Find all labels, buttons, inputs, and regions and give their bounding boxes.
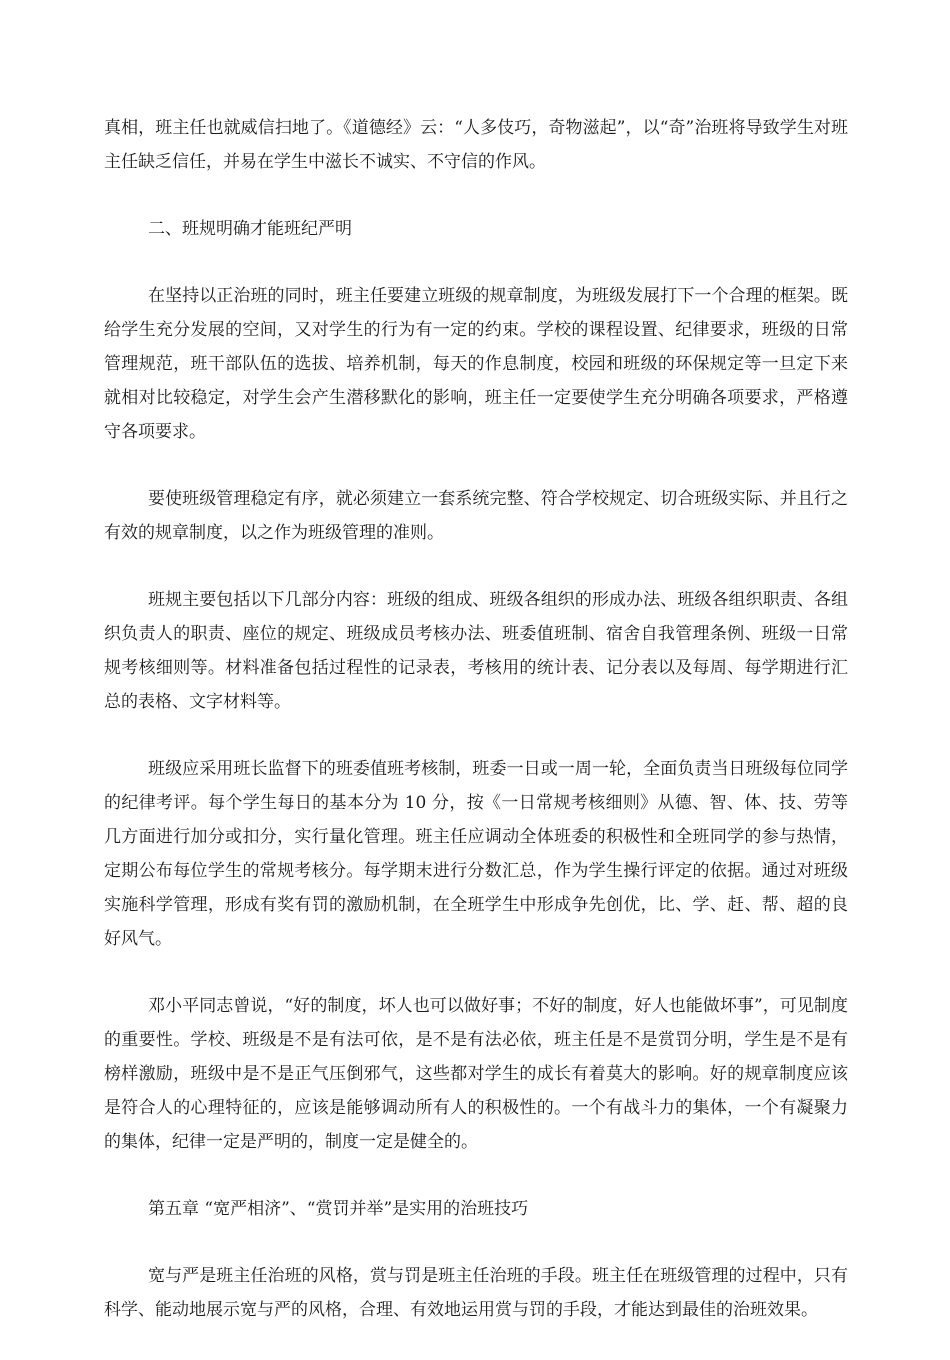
paragraph-continued: 真相，班主任也就威信扫地了。《道德经》云：“人多伎巧，奇物滋起”，以“奇”治班将导致学生对班主任缺乏信任，并易在学生中滋长不诚实、不守信的作风。	[104, 118, 848, 172]
paragraph: 宽与严是班主任治班的风格，赏与罚是班主任治班的手段。班主任在班级管理的过程中，只有科学、能动地展示宽与严的风格，合理、有效地运用赏与罚的手段，才能达到最佳的治班效果。	[104, 1266, 848, 1320]
document-page	[104, 111, 848, 1360]
section-heading: 二、班规明确才能班纪严明	[148, 219, 352, 239]
paragraph: 要使班级管理稳定有序，就必须建立一套系统完整、符合学校规定、切合班级实际、并且行之有效的规章制度，以之作为班级管理的准则。	[104, 489, 848, 543]
paragraph: 班规主要包括以下几部分内容：班级的组成、班级各组织的形成办法、班级各组织职责、各组织负责人的职责、座位的规定、班级成员考核办法、班委值班制、宿舍自我管理条例、班级一日常规考核细则等。材料准备包括过程性的记录表，考核用的统计表、记分表以及每周、每学期进行汇总的表格、文字材料等。	[104, 590, 848, 712]
paragraph: 在坚持以正治班的同时，班主任要建立班级的规章制度，为班级发展打下一个合理的框架。既给学生充分发展的空间，又对学生的行为有一定的约束。学校的课程设置、纪律要求，班级的日常管理规范，班干部队伍的选拔、培养机制，每天的作息制度，校园和班级的环保规定等一旦定下来就相对比较稳定，对学生会产生潜移默化的影响，班主任一定要使学生充分明确各项要求，严格遵守各项要求。	[104, 286, 848, 442]
paragraph: 班级应采用班长监督下的班委值班考核制，班委一日或一周一轮，全面负责当日班级每位同学的纪律考评。每个学生每日的基本分为 10 分，按《一日常规考核细则》从德、智、体、技、劳等几方面进行加分或扣分，实行量化管理。班主任应调动全体班委的积极性和全班同学的参与热情，定期公布每位学生的常规考核分。每学期末进行分数汇总，作为学生操行评定的依据。通过对班级实施科学管理，形成有奖有罚的激励机制，在全班学生中形成争先创优，比、学、赶、帮、超的良好风气。	[104, 759, 848, 949]
chapter-heading: 第五章 “宽严相济”、“赏罚并举”是实用的治班技巧	[148, 1199, 529, 1219]
paragraph: 邓小平同志曾说，“好的制度，坏人也可以做好事；不好的制度，好人也能做坏事”，可见制度的重要性。学校、班级是不是有法可依，是不是有法必依，班主任是不是赏罚分明，学生是不是有榜样激励，班级中是不是正气压倒邪气，这些都对学生的成长有着莫大的影响。好的规章制度应该是符合人的心理特征的，应该是能够调动所有人的积极性的。一个有战斗力的集体，一个有凝聚力的集体，纪律一定是严明的，制度一定是健全的。	[104, 996, 848, 1152]
